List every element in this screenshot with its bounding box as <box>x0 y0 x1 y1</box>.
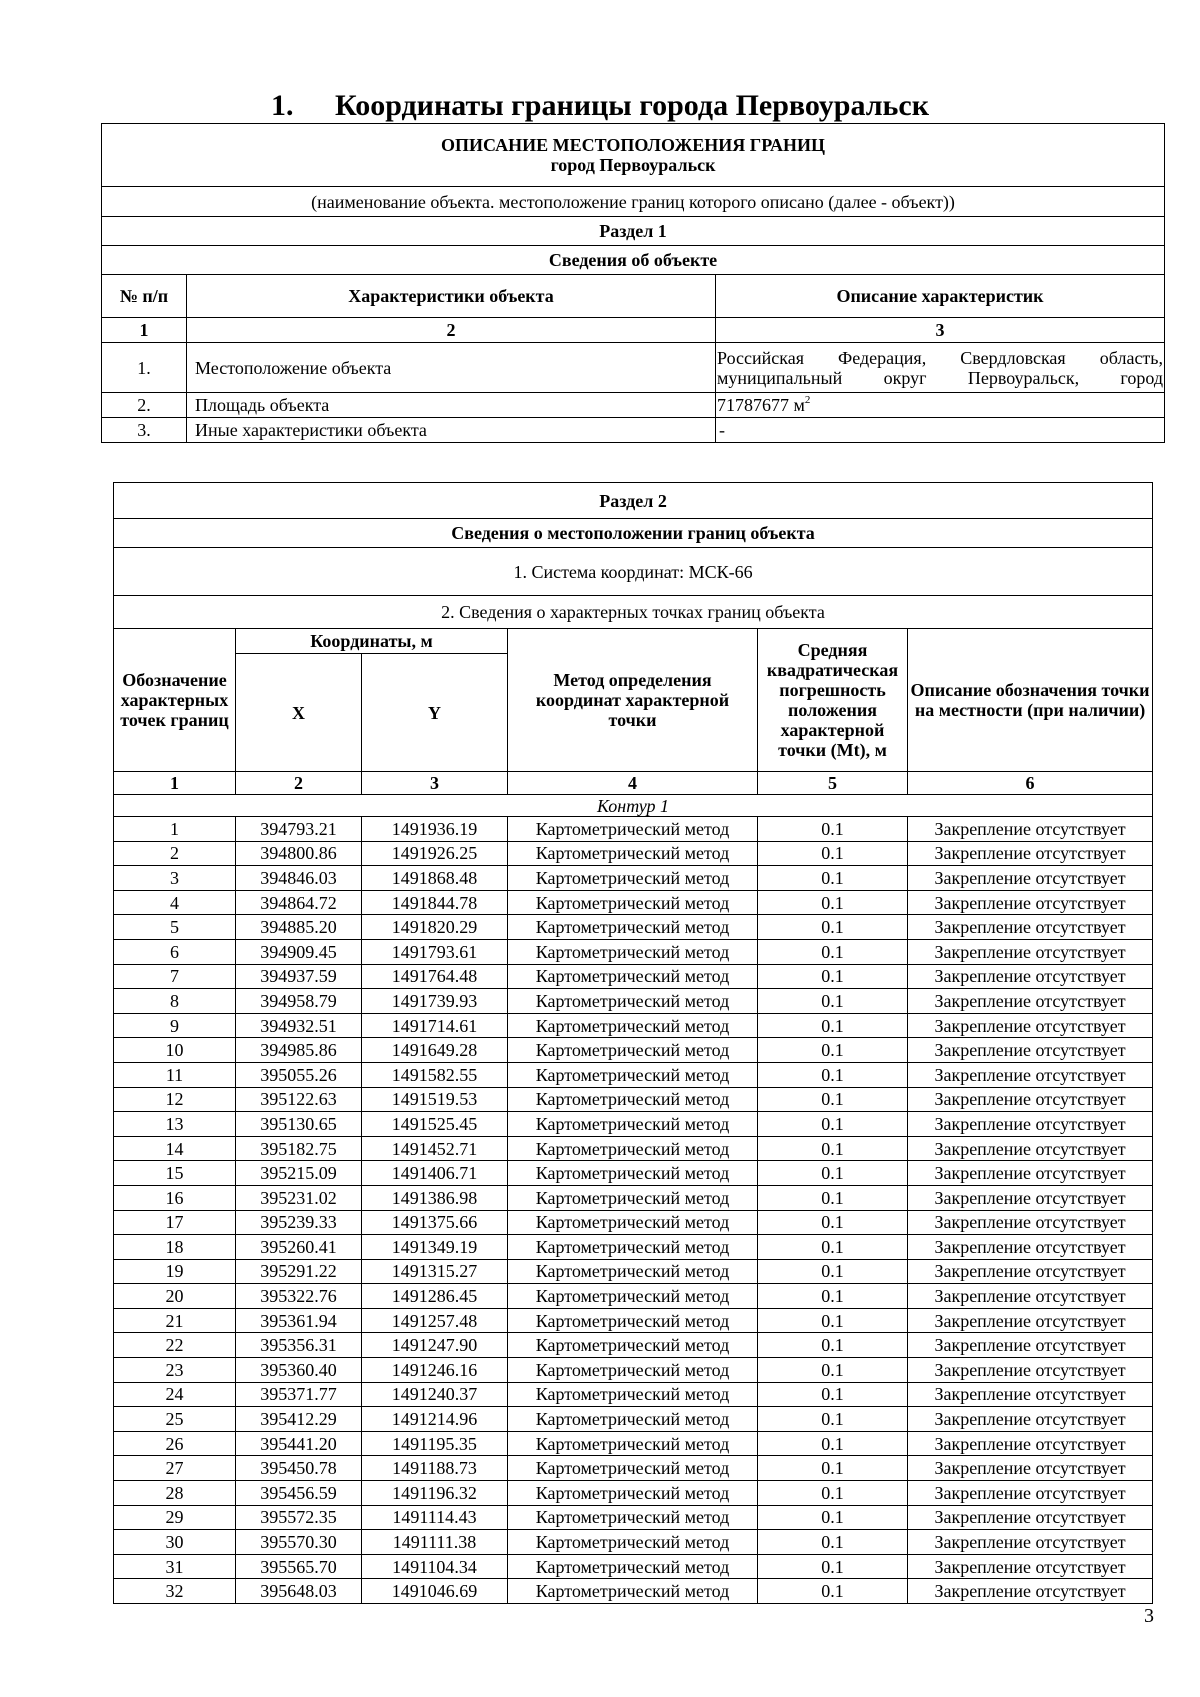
table-row <box>114 1185 1153 1210</box>
point-id: 16 <box>114 1185 236 1210</box>
point-method: Картометрический метод <box>508 1481 758 1506</box>
point-method: Картометрический метод <box>508 817 758 842</box>
point-y: 1491582.55 <box>362 1062 508 1087</box>
point-id: 23 <box>114 1358 236 1383</box>
point-x: 395441.20 <box>236 1431 362 1456</box>
header-method: Метод определения координат характерной точки <box>508 629 758 772</box>
point-error: 0.1 <box>758 1210 908 1235</box>
point-description: Закрепление отсутствует <box>908 1530 1153 1555</box>
point-y: 1491793.61 <box>362 939 508 964</box>
table-row <box>114 1382 1153 1407</box>
row-description <box>716 393 1165 418</box>
section1-caption: (наименование объекта. местоположение границ которого описано (далее - объект)) <box>102 187 1165 217</box>
table-row <box>114 1333 1153 1358</box>
point-x: 395412.29 <box>236 1407 362 1432</box>
point-x: 395572.35 <box>236 1505 362 1530</box>
point-y: 1491406.71 <box>362 1161 508 1186</box>
point-error: 0.1 <box>758 1382 908 1407</box>
point-y: 1491386.98 <box>362 1185 508 1210</box>
col-number: 5 <box>758 772 908 795</box>
point-y: 1491214.96 <box>362 1407 508 1432</box>
point-y: 1491315.27 <box>362 1259 508 1284</box>
point-description: Закрепление отсутствует <box>908 1456 1153 1481</box>
point-y: 1491196.32 <box>362 1481 508 1506</box>
point-description: Закрепление отсутствует <box>908 866 1153 891</box>
row-name: Иные характеристики объекта <box>187 418 716 443</box>
table-row <box>114 1530 1153 1555</box>
point-description: Закрепление отсутствует <box>908 964 1153 989</box>
table-row <box>114 1481 1153 1506</box>
point-description: Закрепление отсутствует <box>908 1038 1153 1063</box>
point-error: 0.1 <box>758 1185 908 1210</box>
point-y: 1491240.37 <box>362 1382 508 1407</box>
point-x: 394932.51 <box>236 1013 362 1038</box>
col-number: 3 <box>362 772 508 795</box>
point-method: Картометрический метод <box>508 1456 758 1481</box>
row-number: 2. <box>102 393 187 418</box>
point-description: Закрепление отсутствует <box>908 1062 1153 1087</box>
heading-text: Координаты границы города Первоуральск <box>334 89 930 122</box>
point-description: Закрепление отсутствует <box>908 817 1153 842</box>
area-unit-exponent: 2 <box>804 394 811 406</box>
point-description: Закрепление отсутствует <box>908 1185 1153 1210</box>
point-error: 0.1 <box>758 1530 908 1555</box>
points-title: 2. Сведения о характерных точках границ объекта <box>114 596 1153 629</box>
point-error: 0.1 <box>758 964 908 989</box>
point-x: 394985.86 <box>236 1038 362 1063</box>
header-description: Описание характеристик <box>716 275 1165 318</box>
point-id: 26 <box>114 1431 236 1456</box>
point-id: 12 <box>114 1087 236 1112</box>
point-description: Закрепление отсутствует <box>908 1308 1153 1333</box>
point-id: 3 <box>114 866 236 891</box>
table-row <box>114 1136 1153 1161</box>
point-x: 395231.02 <box>236 1185 362 1210</box>
point-method: Картометрический метод <box>508 1382 758 1407</box>
point-method: Картометрический метод <box>508 1308 758 1333</box>
point-method: Картометрический метод <box>508 1136 758 1161</box>
row-number: 1. <box>102 343 187 393</box>
point-x: 394846.03 <box>236 866 362 891</box>
point-x: 395565.70 <box>236 1554 362 1579</box>
table-row <box>114 964 1153 989</box>
point-method: Картометрический метод <box>508 1013 758 1038</box>
point-y: 1491525.45 <box>362 1112 508 1137</box>
point-y: 1491868.48 <box>362 866 508 891</box>
point-id: 32 <box>114 1579 236 1604</box>
point-id: 7 <box>114 964 236 989</box>
point-id: 4 <box>114 890 236 915</box>
page-number: 3 <box>1144 1605 1154 1627</box>
row-description <box>716 343 1165 393</box>
point-y: 1491257.48 <box>362 1308 508 1333</box>
point-x: 395361.94 <box>236 1308 362 1333</box>
point-id: 21 <box>114 1308 236 1333</box>
table-row <box>114 915 1153 940</box>
point-y: 1491375.66 <box>362 1210 508 1235</box>
point-method: Картометрический метод <box>508 1259 758 1284</box>
point-id: 28 <box>114 1481 236 1506</box>
contour-label: Контур 1 <box>114 795 1153 817</box>
point-error: 0.1 <box>758 939 908 964</box>
table-row <box>114 1210 1153 1235</box>
point-error: 0.1 <box>758 1136 908 1161</box>
point-method: Картометрический метод <box>508 1333 758 1358</box>
point-error: 0.1 <box>758 1062 908 1087</box>
point-description: Закрепление отсутствует <box>908 1210 1153 1235</box>
point-error: 0.1 <box>758 817 908 842</box>
section1-title: ОПИСАНИЕ МЕСТОПОЛОЖЕНИЯ ГРАНИЦ <box>441 135 825 155</box>
point-y: 1491649.28 <box>362 1038 508 1063</box>
point-method: Картометрический метод <box>508 1358 758 1383</box>
point-error: 0.1 <box>758 1554 908 1579</box>
table-row <box>114 1284 1153 1309</box>
point-id: 1 <box>114 817 236 842</box>
point-y: 1491519.53 <box>362 1087 508 1112</box>
table-row <box>114 1235 1153 1260</box>
point-id: 17 <box>114 1210 236 1235</box>
point-method: Картометрический метод <box>508 1505 758 1530</box>
header-coordinates: Координаты, м <box>236 629 508 654</box>
point-error: 0.1 <box>758 1505 908 1530</box>
point-x: 395456.59 <box>236 1481 362 1506</box>
point-y: 1491764.48 <box>362 964 508 989</box>
col-number: 1 <box>102 318 187 343</box>
col-number: 4 <box>508 772 758 795</box>
point-y: 1491247.90 <box>362 1333 508 1358</box>
point-x: 394909.45 <box>236 939 362 964</box>
table-row <box>114 1554 1153 1579</box>
point-y: 1491739.93 <box>362 989 508 1014</box>
header-number: № п/п <box>102 275 187 318</box>
row-description-line: Российская Федерация, Свердловская область, <box>717 347 1164 368</box>
point-id: 30 <box>114 1530 236 1555</box>
point-description: Закрепление отсутствует <box>908 1333 1153 1358</box>
point-error: 0.1 <box>758 989 908 1014</box>
table-row <box>114 817 1153 842</box>
header-error: Средняя квадратическая погрешность положения характерной точки (Mt), м <box>758 629 908 772</box>
header-characteristics: Характеристики объекта <box>187 275 716 318</box>
point-id: 11 <box>114 1062 236 1087</box>
point-x: 394937.59 <box>236 964 362 989</box>
point-x: 394793.21 <box>236 817 362 842</box>
point-method: Картометрический метод <box>508 866 758 891</box>
point-x: 395182.75 <box>236 1136 362 1161</box>
point-error: 0.1 <box>758 1259 908 1284</box>
point-error: 0.1 <box>758 1087 908 1112</box>
point-error: 0.1 <box>758 1308 908 1333</box>
section1-razdel: Раздел 1 <box>102 217 1165 246</box>
table-row <box>114 1407 1153 1432</box>
point-id: 22 <box>114 1333 236 1358</box>
section1-object-name: город Первоуральск <box>550 155 716 175</box>
point-id: 15 <box>114 1161 236 1186</box>
point-x: 395291.22 <box>236 1259 362 1284</box>
point-method: Картометрический метод <box>508 1284 758 1309</box>
table-row <box>114 1161 1153 1186</box>
point-description: Закрепление отсутствует <box>908 1284 1153 1309</box>
section1-subtitle: Сведения об объекте <box>102 246 1165 275</box>
point-error: 0.1 <box>758 1456 908 1481</box>
table-row <box>114 1308 1153 1333</box>
point-description: Закрепление отсутствует <box>908 1087 1153 1112</box>
point-error: 0.1 <box>758 841 908 866</box>
point-id: 13 <box>114 1112 236 1137</box>
point-error: 0.1 <box>758 1358 908 1383</box>
col-number: 6 <box>908 772 1153 795</box>
col-number: 2 <box>187 318 716 343</box>
point-id: 18 <box>114 1235 236 1260</box>
point-x: 395450.78 <box>236 1456 362 1481</box>
point-description: Закрепление отсутствует <box>908 1505 1153 1530</box>
header-y: Y <box>362 654 508 772</box>
point-id: 2 <box>114 841 236 866</box>
point-error: 0.1 <box>758 1579 908 1604</box>
point-x: 395130.65 <box>236 1112 362 1137</box>
point-y: 1491820.29 <box>362 915 508 940</box>
col-number: 1 <box>114 772 236 795</box>
point-method: Картометрический метод <box>508 841 758 866</box>
point-description: Закрепление отсутствует <box>908 1358 1153 1383</box>
point-method: Картометрический метод <box>508 1161 758 1186</box>
point-y: 1491188.73 <box>362 1456 508 1481</box>
table-row <box>114 939 1153 964</box>
point-error: 0.1 <box>758 1038 908 1063</box>
point-y: 1491349.19 <box>362 1235 508 1260</box>
header-point-description: Описание обозначения точки на местности (при наличии) <box>908 629 1153 772</box>
point-description: Закрепление отсутствует <box>908 1136 1153 1161</box>
point-error: 0.1 <box>758 1013 908 1038</box>
point-error: 0.1 <box>758 1235 908 1260</box>
section2-razdel: Раздел 2 <box>114 483 1153 519</box>
point-error: 0.1 <box>758 915 908 940</box>
row-description-line: муниципальный округ Первоуральск, город <box>717 367 1164 388</box>
page-heading <box>0 86 1200 126</box>
point-x: 395360.40 <box>236 1358 362 1383</box>
point-x: 394800.86 <box>236 841 362 866</box>
point-description: Закрепление отсутствует <box>908 915 1153 940</box>
point-id: 19 <box>114 1259 236 1284</box>
point-error: 0.1 <box>758 1284 908 1309</box>
point-description: Закрепление отсутствует <box>908 1013 1153 1038</box>
boundary-points-table <box>113 482 1153 1604</box>
table-row <box>114 866 1153 891</box>
table-row <box>114 890 1153 915</box>
point-error: 0.1 <box>758 1481 908 1506</box>
table-row <box>114 1112 1153 1137</box>
point-x: 395371.77 <box>236 1382 362 1407</box>
point-x: 395055.26 <box>236 1062 362 1087</box>
point-error: 0.1 <box>758 1431 908 1456</box>
point-method: Картометрический метод <box>508 1210 758 1235</box>
point-method: Картометрический метод <box>508 1087 758 1112</box>
point-method: Картометрический метод <box>508 1554 758 1579</box>
point-id: 9 <box>114 1013 236 1038</box>
point-y: 1491046.69 <box>362 1579 508 1604</box>
point-error: 0.1 <box>758 1333 908 1358</box>
point-x: 395260.41 <box>236 1235 362 1260</box>
point-description: Закрепление отсутствует <box>908 1235 1153 1260</box>
area-value: 71787677 м <box>717 395 805 415</box>
point-y: 1491286.45 <box>362 1284 508 1309</box>
point-description: Закрепление отсутствует <box>908 989 1153 1014</box>
point-id: 14 <box>114 1136 236 1161</box>
row-name: Местоположение объекта <box>187 343 716 393</box>
point-description: Закрепление отсутствует <box>908 1259 1153 1284</box>
point-error: 0.1 <box>758 1161 908 1186</box>
point-method: Картометрический метод <box>508 1038 758 1063</box>
point-error: 0.1 <box>758 890 908 915</box>
table-row <box>114 1062 1153 1087</box>
point-x: 395215.09 <box>236 1161 362 1186</box>
point-id: 24 <box>114 1382 236 1407</box>
point-id: 31 <box>114 1554 236 1579</box>
point-description: Закрепление отсутствует <box>908 1554 1153 1579</box>
point-description: Закрепление отсутствует <box>908 1112 1153 1137</box>
point-x: 395122.63 <box>236 1087 362 1112</box>
point-error: 0.1 <box>758 866 908 891</box>
point-id: 20 <box>114 1284 236 1309</box>
point-id: 25 <box>114 1407 236 1432</box>
point-description: Закрепление отсутствует <box>908 1407 1153 1432</box>
table-row <box>114 841 1153 866</box>
point-method: Картометрический метод <box>508 989 758 1014</box>
point-method: Картометрический метод <box>508 939 758 964</box>
table-row <box>114 989 1153 1014</box>
point-error: 0.1 <box>758 1112 908 1137</box>
point-id: 8 <box>114 989 236 1014</box>
point-y: 1491936.19 <box>362 817 508 842</box>
point-y: 1491104.34 <box>362 1554 508 1579</box>
point-x: 394885.20 <box>236 915 362 940</box>
point-error: 0.1 <box>758 1407 908 1432</box>
point-method: Картометрический метод <box>508 1530 758 1555</box>
row-description: - <box>716 418 1165 443</box>
point-description: Закрепление отсутствует <box>908 890 1153 915</box>
point-x: 395570.30 <box>236 1530 362 1555</box>
point-x: 394958.79 <box>236 989 362 1014</box>
point-x: 395322.76 <box>236 1284 362 1309</box>
point-x: 395648.03 <box>236 1579 362 1604</box>
object-info-table <box>101 123 1165 443</box>
section1-title-cell <box>102 124 1165 187</box>
point-y: 1491114.43 <box>362 1505 508 1530</box>
section2-subtitle: Сведения о местоположении границ объекта <box>114 519 1153 548</box>
point-description: Закрепление отсутствует <box>908 1161 1153 1186</box>
point-description: Закрепление отсутствует <box>908 939 1153 964</box>
point-y: 1491714.61 <box>362 1013 508 1038</box>
table-row <box>114 1087 1153 1112</box>
table-row <box>114 1038 1153 1063</box>
col-number: 2 <box>236 772 362 795</box>
header-designation: Обозначение характерных точек границ <box>114 629 236 772</box>
row-name: Площадь объекта <box>187 393 716 418</box>
table-row <box>114 1431 1153 1456</box>
point-description: Закрепление отсутствует <box>908 1579 1153 1604</box>
table-row <box>114 1579 1153 1604</box>
table-row <box>114 1358 1153 1383</box>
point-method: Картометрический метод <box>508 1579 758 1604</box>
point-id: 6 <box>114 939 236 964</box>
point-x: 395356.31 <box>236 1333 362 1358</box>
point-y: 1491452.71 <box>362 1136 508 1161</box>
point-method: Картометрический метод <box>508 1407 758 1432</box>
point-x: 394864.72 <box>236 890 362 915</box>
point-method: Картометрический метод <box>508 1062 758 1087</box>
table-row <box>114 1013 1153 1038</box>
point-method: Картометрический метод <box>508 964 758 989</box>
point-y: 1491195.35 <box>362 1431 508 1456</box>
table-row <box>114 1259 1153 1284</box>
table-row <box>114 1456 1153 1481</box>
point-method: Картометрический метод <box>508 1431 758 1456</box>
point-description: Закрепление отсутствует <box>908 841 1153 866</box>
heading-number: 1. <box>270 89 294 122</box>
point-id: 27 <box>114 1456 236 1481</box>
col-number: 3 <box>716 318 1165 343</box>
point-method: Картометрический метод <box>508 1112 758 1137</box>
table-row <box>114 1505 1153 1530</box>
point-id: 10 <box>114 1038 236 1063</box>
point-method: Картометрический метод <box>508 1235 758 1260</box>
point-y: 1491926.25 <box>362 841 508 866</box>
point-x: 395239.33 <box>236 1210 362 1235</box>
coordinate-system: 1. Система координат: МСК-66 <box>114 548 1153 596</box>
point-method: Картометрический метод <box>508 890 758 915</box>
point-id: 5 <box>114 915 236 940</box>
header-x: X <box>236 654 362 772</box>
point-id: 29 <box>114 1505 236 1530</box>
point-method: Картометрический метод <box>508 1185 758 1210</box>
point-method: Картометрический метод <box>508 915 758 940</box>
row-number: 3. <box>102 418 187 443</box>
point-y: 1491246.16 <box>362 1358 508 1383</box>
point-description: Закрепление отсутствует <box>908 1481 1153 1506</box>
point-description: Закрепление отсутствует <box>908 1431 1153 1456</box>
point-description: Закрепление отсутствует <box>908 1382 1153 1407</box>
point-y: 1491844.78 <box>362 890 508 915</box>
point-y: 1491111.38 <box>362 1530 508 1555</box>
